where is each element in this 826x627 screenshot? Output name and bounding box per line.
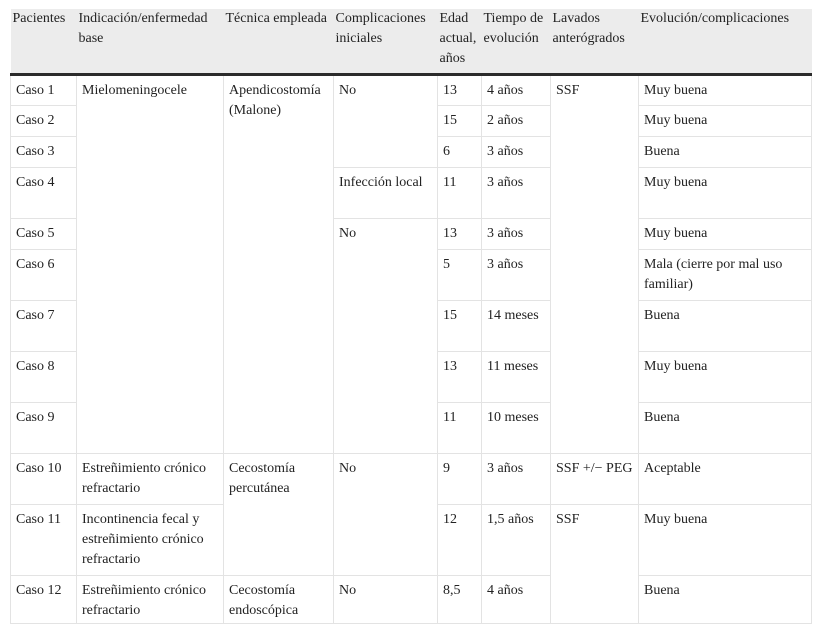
age-cell: 13	[438, 219, 482, 250]
outcome-cell: Aceptable	[639, 454, 812, 505]
table-row	[11, 576, 812, 624]
case-cell: Caso 3	[11, 137, 77, 168]
age-cell: 6	[438, 137, 482, 168]
duration-cell: 3 años	[482, 219, 551, 250]
case-cell: Caso 9	[11, 403, 77, 454]
age-cell: 5	[438, 250, 482, 301]
indication-cell: Estreñimiento crónico refractario	[77, 576, 224, 624]
table-body	[11, 75, 812, 624]
header-complications: Complicaciones iniciales	[334, 9, 438, 75]
outcome-cell: Buena	[639, 403, 812, 454]
duration-cell: 3 años	[482, 250, 551, 301]
technique-cell: Cecostomía endoscópica	[224, 576, 334, 624]
complication-cell: No	[334, 576, 438, 624]
outcome-cell: Buena	[639, 576, 812, 624]
outcome-cell: Muy buena	[639, 106, 812, 137]
header-patients: Pacientes	[11, 9, 77, 75]
technique-cell: Cecostomía percutánea	[224, 454, 334, 576]
age-cell: 11	[438, 403, 482, 454]
case-cell: Caso 10	[11, 454, 77, 505]
case-cell: Caso 4	[11, 168, 77, 219]
header-age: Edad actual, años	[438, 9, 482, 75]
patients-table	[10, 9, 812, 624]
outcome-cell: Muy buena	[639, 168, 812, 219]
wash-cell: SSF +/− PEG	[551, 454, 639, 505]
duration-cell: 1,5 años	[482, 505, 551, 576]
duration-cell: 2 años	[482, 106, 551, 137]
header-duration: Tiempo de evolución	[482, 9, 551, 75]
case-cell: Caso 11	[11, 505, 77, 576]
duration-cell: 3 años	[482, 137, 551, 168]
case-cell: Caso 7	[11, 301, 77, 352]
header-washes: Lavados anterógrados	[551, 9, 639, 75]
complication-cell: Infección local	[334, 168, 438, 219]
duration-cell: 11 meses	[482, 352, 551, 403]
outcome-cell: Buena	[639, 301, 812, 352]
duration-cell: 3 años	[482, 454, 551, 505]
header-indication: Indicación/enfermedad base	[77, 9, 224, 75]
complication-cell: No	[334, 454, 438, 576]
duration-cell: 10 meses	[482, 403, 551, 454]
case-cell: Caso 6	[11, 250, 77, 301]
case-cell: Caso 5	[11, 219, 77, 250]
age-cell: 13	[438, 352, 482, 403]
outcome-cell: Muy buena	[639, 75, 812, 106]
age-cell: 11	[438, 168, 482, 219]
outcome-cell: Mala (cierre por mal uso familiar)	[639, 250, 812, 301]
outcome-cell: Muy buena	[639, 352, 812, 403]
outcome-cell: Buena	[639, 137, 812, 168]
age-cell: 15	[438, 106, 482, 137]
age-cell: 12	[438, 505, 482, 576]
duration-cell: 3 años	[482, 168, 551, 219]
indication-cell: Estreñimiento crónico refractario	[77, 454, 224, 505]
age-cell: 8,5	[438, 576, 482, 624]
case-cell: Caso 1	[11, 75, 77, 106]
age-cell: 13	[438, 75, 482, 106]
complication-cell: No	[334, 219, 438, 454]
header-technique: Técnica empleada	[224, 9, 334, 75]
duration-cell: 14 meses	[482, 301, 551, 352]
table-row	[11, 454, 812, 505]
wash-cell: SSF	[551, 75, 639, 454]
age-cell: 9	[438, 454, 482, 505]
table-row	[11, 75, 812, 106]
table-header	[11, 9, 812, 75]
case-cell: Caso 8	[11, 352, 77, 403]
outcome-cell: Muy buena	[639, 219, 812, 250]
case-cell: Caso 2	[11, 106, 77, 137]
duration-cell: 4 años	[482, 576, 551, 624]
wash-cell: SSF	[551, 505, 639, 624]
age-cell: 15	[438, 301, 482, 352]
case-cell: Caso 12	[11, 576, 77, 624]
header-outcome: Evolución/complicaciones	[639, 9, 812, 75]
outcome-cell: Muy buena	[639, 505, 812, 576]
technique-cell: Apendicostomía (Malone)	[224, 75, 334, 454]
indication-cell: Mielomeningocele	[77, 75, 224, 454]
indication-cell: Incontinencia fecal y estreñimiento crónico refractario	[77, 505, 224, 576]
complication-cell: No	[334, 75, 438, 168]
duration-cell: 4 años	[482, 75, 551, 106]
